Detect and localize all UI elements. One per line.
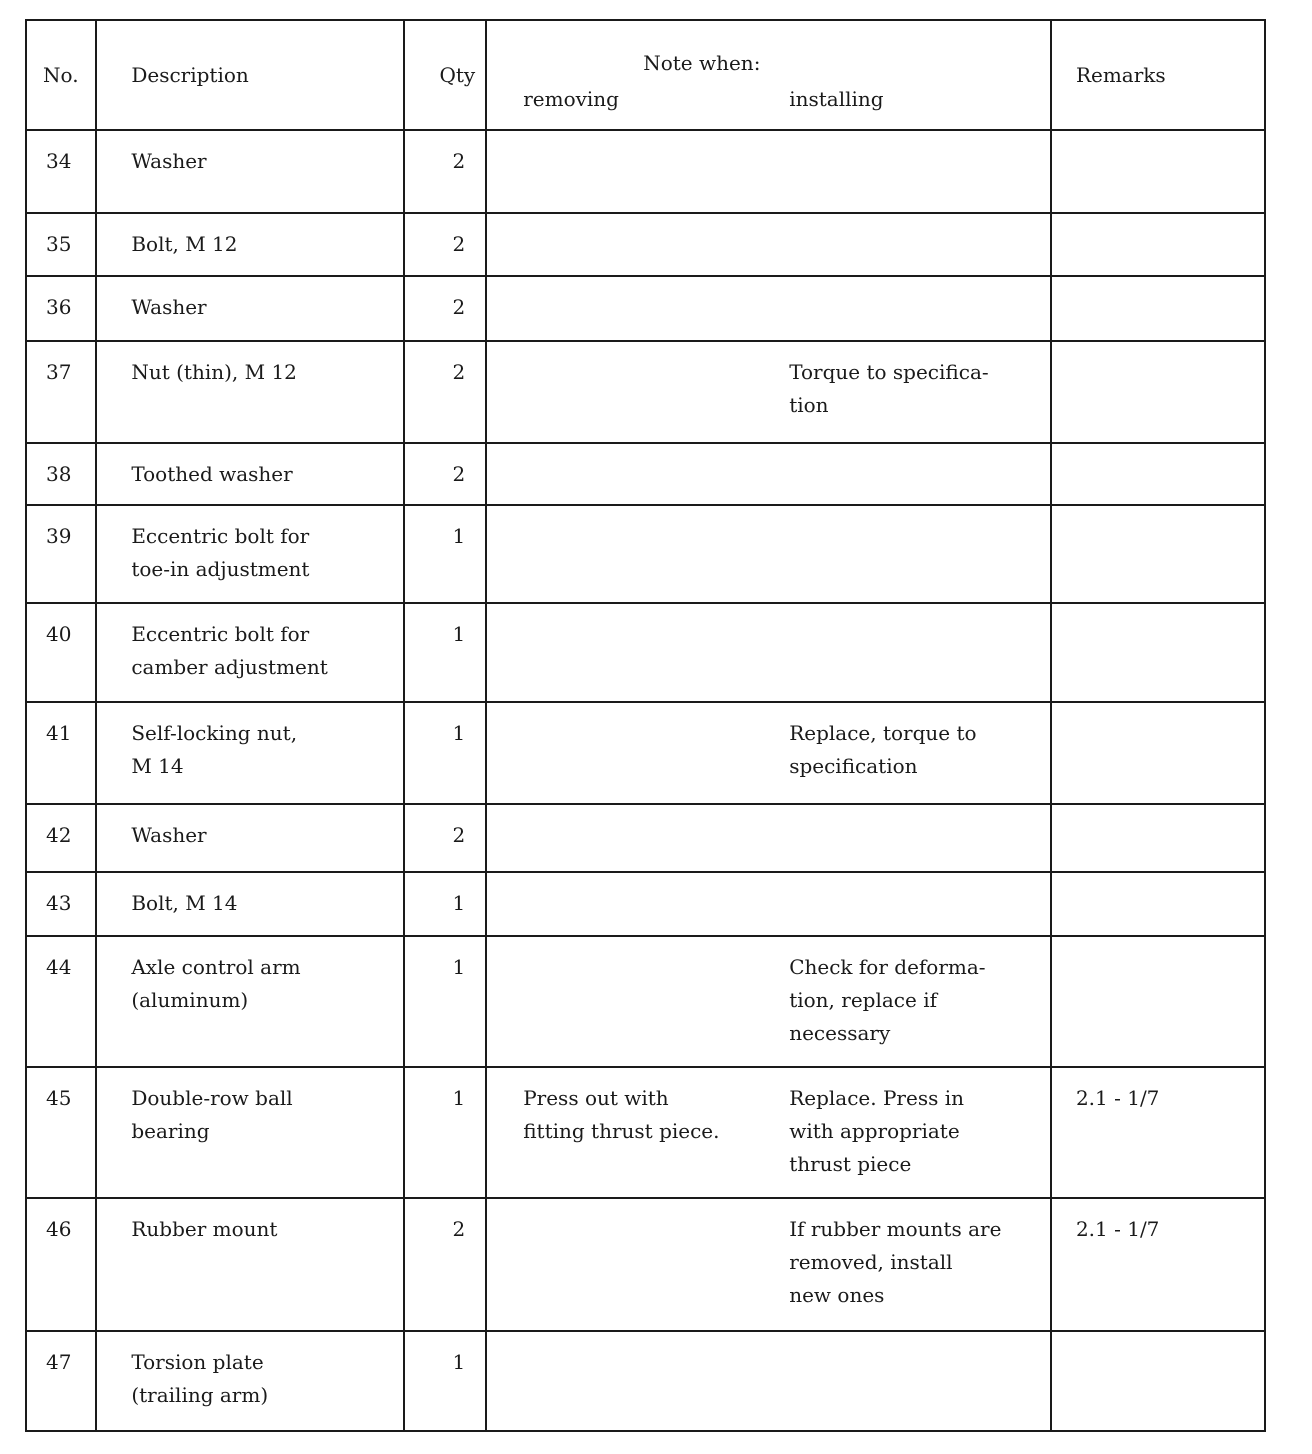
table-row: [26, 276, 1265, 341]
description-line: Washer: [131, 149, 207, 173]
table-row: [26, 872, 1265, 936]
table-row: [26, 1067, 1265, 1198]
row-description: [96, 505, 403, 603]
row-remarks: [1051, 1331, 1265, 1431]
parts-table-sheet: [25, 19, 1266, 1432]
row-description: [96, 130, 403, 213]
header-no: No.: [26, 20, 96, 130]
description-line: toe-in adjustment: [131, 557, 310, 581]
table-row: [26, 936, 1265, 1067]
installing-line: tion: [789, 393, 829, 417]
row-number: 46: [26, 1198, 96, 1331]
row-number: 45: [26, 1067, 96, 1198]
installing-line: thrust piece: [789, 1152, 912, 1176]
row-qty: 1: [404, 603, 486, 702]
row-qty: 1: [404, 936, 486, 1067]
row-number: 38: [26, 443, 96, 505]
row-qty: 2: [404, 130, 486, 213]
row-qty: 2: [404, 443, 486, 505]
row-remarks: [1051, 505, 1265, 603]
note-installing: [753, 1213, 1049, 1312]
description-line: bearing: [131, 1119, 210, 1143]
row-remarks: [1051, 936, 1265, 1067]
description-line: Torsion plate: [131, 1350, 264, 1374]
description-line: (aluminum): [131, 988, 249, 1012]
row-number: 44: [26, 936, 96, 1067]
installing-line: necessary: [789, 1021, 891, 1045]
description-line: M 14: [131, 754, 184, 778]
row-note-when: [486, 1198, 1051, 1331]
row-description: [96, 603, 403, 702]
row-note-when: [486, 276, 1051, 341]
header-removing: removing: [523, 87, 619, 111]
installing-line: removed, install: [789, 1250, 953, 1274]
row-description: [96, 936, 403, 1067]
row-remarks: 2.1 - 1/7: [1051, 1198, 1265, 1331]
description-line: Rubber mount: [131, 1217, 278, 1241]
row-note-when: [486, 1331, 1051, 1431]
description-line: Eccentric bolt for: [131, 622, 310, 646]
removing-line: Press out with: [523, 1086, 669, 1110]
row-qty: 2: [404, 341, 486, 443]
header-qty: Qty: [404, 20, 486, 130]
description-line: Double-row ball: [131, 1086, 293, 1110]
row-description: [96, 276, 403, 341]
row-description: [96, 443, 403, 505]
installing-line: Check for deforma-: [789, 955, 986, 979]
row-number: 35: [26, 213, 96, 276]
table-row: [26, 341, 1265, 443]
row-remarks: [1051, 130, 1265, 213]
row-number: 39: [26, 505, 96, 603]
row-description: [96, 872, 403, 936]
row-qty: 1: [404, 872, 486, 936]
row-description: [96, 1198, 403, 1331]
table-row: [26, 443, 1265, 505]
row-note-when: [486, 603, 1051, 702]
row-remarks: [1051, 702, 1265, 804]
note-installing: [753, 717, 1049, 783]
row-number: 41: [26, 702, 96, 804]
installing-line: Torque to specifica-: [789, 360, 989, 384]
row-remarks: [1051, 341, 1265, 443]
row-note-when: [486, 702, 1051, 804]
row-remarks: [1051, 872, 1265, 936]
installing-line: tion, replace if: [789, 988, 937, 1012]
row-description: [96, 702, 403, 804]
row-qty: 1: [404, 1331, 486, 1431]
header-description: Description: [96, 20, 403, 130]
table-row: [26, 505, 1265, 603]
row-number: 42: [26, 804, 96, 872]
note-installing: [753, 356, 1049, 422]
description-line: Washer: [131, 295, 207, 319]
table-header-row: [26, 20, 1265, 130]
row-note-when: [486, 505, 1051, 603]
table-row: [26, 1198, 1265, 1331]
row-qty: 2: [404, 276, 486, 341]
row-note-when: [486, 872, 1051, 936]
row-number: 40: [26, 603, 96, 702]
row-description: [96, 1331, 403, 1431]
row-note-when: [486, 130, 1051, 213]
description-line: Eccentric bolt for: [131, 524, 310, 548]
description-line: Washer: [131, 823, 207, 847]
row-description: [96, 804, 403, 872]
description-line: Bolt, M 12: [131, 232, 238, 256]
note-removing: [487, 717, 753, 783]
row-note-when: [486, 936, 1051, 1067]
row-description: [96, 1067, 403, 1198]
note-installing: [753, 951, 1049, 1050]
note-removing: [487, 1082, 753, 1181]
description-line: camber adjustment: [131, 655, 328, 679]
table-row: [26, 702, 1265, 804]
installing-line: with appropriate: [789, 1119, 960, 1143]
row-number: 43: [26, 872, 96, 936]
header-note-title: Note when:: [643, 51, 761, 75]
row-qty: 2: [404, 804, 486, 872]
table-row: [26, 804, 1265, 872]
row-remarks: [1051, 213, 1265, 276]
row-number: 36: [26, 276, 96, 341]
row-qty: 2: [404, 213, 486, 276]
table-row: [26, 1331, 1265, 1431]
row-note-when: [486, 443, 1051, 505]
description-line: Toothed washer: [131, 462, 293, 486]
table-row: [26, 213, 1265, 276]
installing-line: new ones: [789, 1283, 885, 1307]
row-note-when: [486, 341, 1051, 443]
header-note-when: [486, 20, 1051, 130]
row-remarks: 2.1 - 1/7: [1051, 1067, 1265, 1198]
parts-table: [25, 19, 1266, 1432]
table-body: [26, 130, 1265, 1431]
note-removing: [487, 1213, 753, 1312]
row-number: 34: [26, 130, 96, 213]
row-description: [96, 341, 403, 443]
row-note-when: [486, 1067, 1051, 1198]
row-remarks: [1051, 804, 1265, 872]
description-line: Axle control arm: [131, 955, 301, 979]
description-line: Bolt, M 14: [131, 891, 238, 915]
row-qty: 1: [404, 702, 486, 804]
description-line: Nut (thin), M 12: [131, 360, 297, 384]
row-note-when: [486, 213, 1051, 276]
installing-line: Replace, torque to: [789, 721, 977, 745]
row-note-when: [486, 804, 1051, 872]
row-description: [96, 213, 403, 276]
note-removing: [487, 356, 753, 422]
row-remarks: [1051, 443, 1265, 505]
installing-line: Replace. Press in: [789, 1086, 964, 1110]
row-qty: 1: [404, 505, 486, 603]
row-remarks: [1051, 276, 1265, 341]
description-line: (trailing arm): [131, 1383, 269, 1407]
row-qty: 2: [404, 1198, 486, 1331]
note-installing: [753, 1082, 1049, 1181]
note-removing: [487, 951, 753, 1050]
table-row: [26, 603, 1265, 702]
header-remarks: Remarks: [1051, 20, 1265, 130]
installing-line: If rubber mounts are: [789, 1217, 1002, 1241]
removing-line: fitting thrust piece.: [523, 1119, 720, 1143]
table-row: [26, 130, 1265, 213]
description-line: Self-locking nut,: [131, 721, 298, 745]
installing-line: specification: [789, 754, 918, 778]
header-installing: installing: [789, 87, 884, 111]
row-number: 37: [26, 341, 96, 443]
row-number: 47: [26, 1331, 96, 1431]
row-qty: 1: [404, 1067, 486, 1198]
row-remarks: [1051, 603, 1265, 702]
